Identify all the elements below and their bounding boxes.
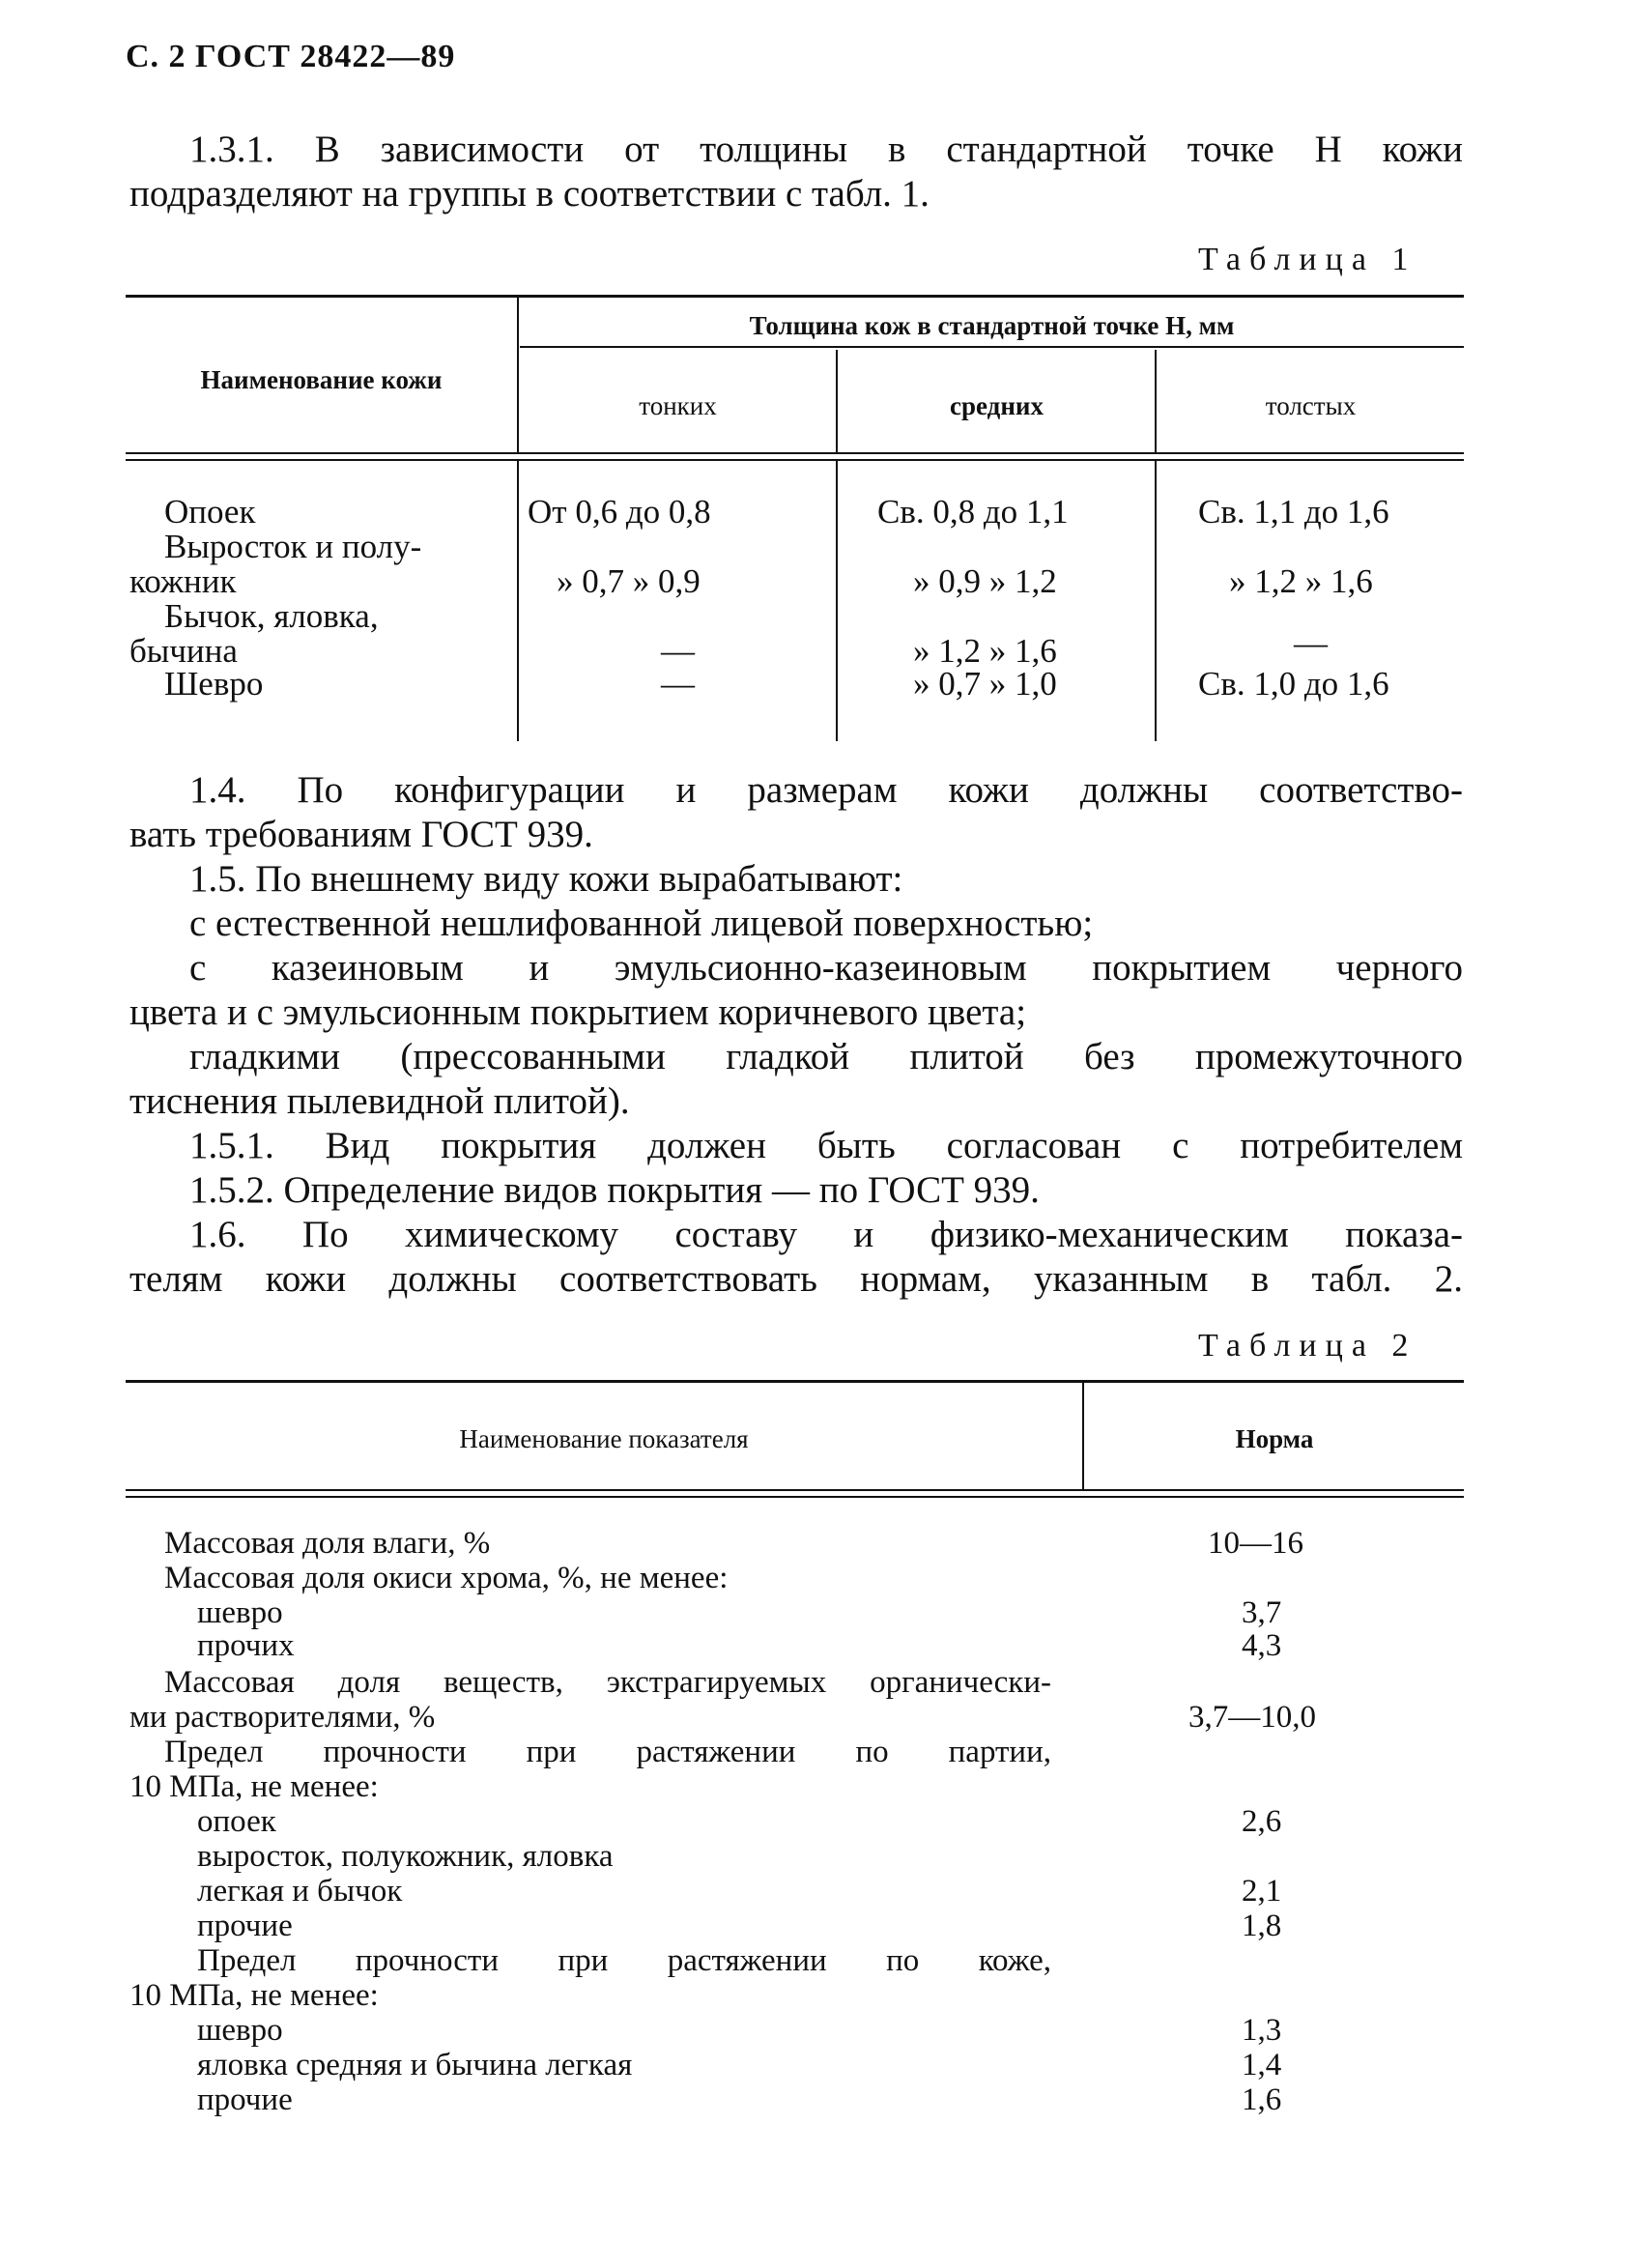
paragraph-line: 1.3.1. В зависимости от толщины в стандартной точке H кожи bbox=[189, 129, 1463, 170]
table2-row-name: выросток, полукожник, яловка bbox=[197, 1839, 614, 1874]
table1-top-rule bbox=[126, 295, 1464, 298]
table2-row-value: 1,6 bbox=[1242, 2082, 1282, 2117]
table1-divider bbox=[836, 350, 838, 452]
table1-cell-mid: » 0,7 » 1,0 bbox=[913, 665, 1057, 703]
table1-row-name: бычина bbox=[129, 632, 238, 670]
table1-cell-thick: Св. 1,1 до 1,6 bbox=[1198, 493, 1389, 531]
table1-cell-thick: » 1,2 » 1,6 bbox=[1229, 562, 1373, 600]
table1-header-rule bbox=[126, 459, 1464, 461]
table2-row-name: прочие bbox=[197, 1909, 293, 1943]
paragraph-line: цвета и с эмульсионным покрытием коричневого цвета; bbox=[129, 991, 1027, 1033]
table1-col-thin-header: тонких bbox=[639, 391, 717, 420]
table2-row-value: 4,3 bbox=[1242, 1628, 1282, 1663]
table2-row-value: 1,4 bbox=[1242, 2048, 1282, 2082]
table2-row-name: Массовая доля веществ, экстрагируемых органически- bbox=[164, 1665, 1051, 1700]
table2-row-value: 2,1 bbox=[1242, 1874, 1282, 1909]
paragraph-line: 1.5. По внешнему виду кожи вырабатывают: bbox=[189, 858, 903, 900]
table2-divider bbox=[1082, 1383, 1084, 1489]
table1-col-thick-header: толстых bbox=[1265, 391, 1357, 420]
table2-col-name-header: Наименование показателя bbox=[459, 1424, 749, 1453]
table1-row-name: Выросток и полу- bbox=[164, 528, 422, 565]
table1-cell-thick: — bbox=[1294, 624, 1328, 662]
paragraph-line: с казеиновым и эмульсионно-казеиновым покрытием черного bbox=[189, 947, 1463, 989]
table1-divider bbox=[517, 298, 519, 452]
table2-top-rule bbox=[126, 1380, 1464, 1383]
table1-cell-thin: — bbox=[661, 665, 695, 703]
table1-divider bbox=[1155, 461, 1157, 741]
paragraph-line: с естественной нешлифованной лицевой поверхностью; bbox=[189, 903, 1094, 944]
table1-cell-thin: — bbox=[661, 632, 695, 670]
body-text bbox=[129, 768, 1463, 1302]
table1-divider bbox=[1155, 350, 1157, 452]
table1-col-mid-header: средних bbox=[950, 391, 1044, 420]
table2-row-name: шевро bbox=[197, 2013, 283, 2048]
paragraph-1-3-1 bbox=[129, 128, 1463, 216]
table2-row-value: 1,3 bbox=[1242, 2013, 1282, 2048]
paragraph-line: телям кожи должны соответствовать нормам, указанным в табл. 2. bbox=[129, 1258, 1463, 1300]
table1-cell-thick: Св. 1,0 до 1,6 bbox=[1198, 665, 1389, 703]
paragraph-line: подразделяют на группы в соответствии с табл. 1. bbox=[129, 173, 930, 215]
table2-row-name: 10 МПа, не менее: bbox=[129, 1978, 379, 2013]
table1-cell-thin: От 0,6 до 0,8 bbox=[528, 493, 711, 531]
table2-row-name: 10 МПа, не менее: bbox=[129, 1769, 379, 1804]
table1-header-rule bbox=[126, 452, 1464, 454]
paragraph-line: 1.6. По химическому составу и физико-механическим показа- bbox=[189, 1214, 1463, 1255]
table1-group-rule bbox=[520, 346, 1464, 348]
table1-row-name: Бычок, яловка, bbox=[164, 597, 379, 635]
table2-row-value: 1,8 bbox=[1242, 1909, 1282, 1943]
table2-header-rule bbox=[126, 1489, 1464, 1491]
table1-cell-mid: Св. 0,8 до 1,1 bbox=[877, 493, 1069, 531]
table2-row-name: Предел прочности при растяжении по коже, bbox=[197, 1943, 1051, 1978]
table2-row-name: прочие bbox=[197, 2082, 293, 2117]
paragraph-line: 1.4. По конфигурации и размерам кожи должны соответство- bbox=[189, 769, 1463, 811]
table2-row-name: яловка средняя и бычина легкая bbox=[197, 2048, 633, 2082]
table1-caption: Таблица 1 bbox=[1198, 242, 1417, 277]
paragraph-line: гладкими (прессованными гладкой плитой без промежуточного bbox=[189, 1036, 1463, 1077]
table2-row-name: ми растворителями, % bbox=[129, 1700, 436, 1735]
table2-row-value: 2,6 bbox=[1242, 1804, 1282, 1839]
table2-header-rule bbox=[126, 1496, 1464, 1498]
table1-row-name: кожник bbox=[129, 562, 237, 600]
paragraph-line: вать требованиям ГОСТ 939. bbox=[129, 814, 593, 855]
table2-row-value: 10—16 bbox=[1208, 1526, 1303, 1561]
paragraph-line: 1.5.1. Вид покрытия должен быть согласован с потребителем bbox=[189, 1125, 1463, 1166]
table2-row-value: 3,7—10,0 bbox=[1188, 1700, 1316, 1735]
table1-row-name: Опоек bbox=[164, 493, 256, 531]
table1-divider bbox=[517, 461, 519, 741]
table2-col-norm-header: Норма bbox=[1235, 1424, 1314, 1453]
table1-row-name: Шевро bbox=[164, 665, 264, 703]
table2-row-name: легкая и бычок bbox=[197, 1874, 403, 1909]
table1-group-header: Толщина кож в стандартной точке H, мм bbox=[749, 311, 1235, 340]
page-header: С. 2 ГОСТ 28422—89 bbox=[126, 39, 456, 74]
paragraph-line: тиснения пылевидной плитой). bbox=[129, 1080, 630, 1122]
table2-row-name: шевро bbox=[197, 1595, 283, 1630]
table2-row-value: 3,7 bbox=[1242, 1595, 1282, 1630]
table2-row-name: Предел прочности при растяжении по партии, bbox=[164, 1735, 1051, 1769]
table2-row-name: Массовая доля влаги, % bbox=[164, 1526, 491, 1561]
table1-col-name-header: Наименование кожи bbox=[200, 365, 443, 394]
paragraph-line: 1.5.2. Определение видов покрытия — по ГОСТ 939. bbox=[189, 1169, 1040, 1211]
table1-divider bbox=[836, 461, 838, 741]
table2-caption: Таблица 2 bbox=[1198, 1328, 1417, 1364]
table1-cell-thin: » 0,7 » 0,9 bbox=[557, 562, 701, 600]
table1-cell-mid: » 0,9 » 1,2 bbox=[913, 562, 1057, 600]
table1-cell-mid: » 1,2 » 1,6 bbox=[913, 632, 1057, 670]
table2-row-name: опоек bbox=[197, 1804, 276, 1839]
table2-row-name: Массовая доля окиси хрома, %, не менее: bbox=[164, 1561, 729, 1595]
table2-row-name: прочих bbox=[197, 1628, 295, 1663]
